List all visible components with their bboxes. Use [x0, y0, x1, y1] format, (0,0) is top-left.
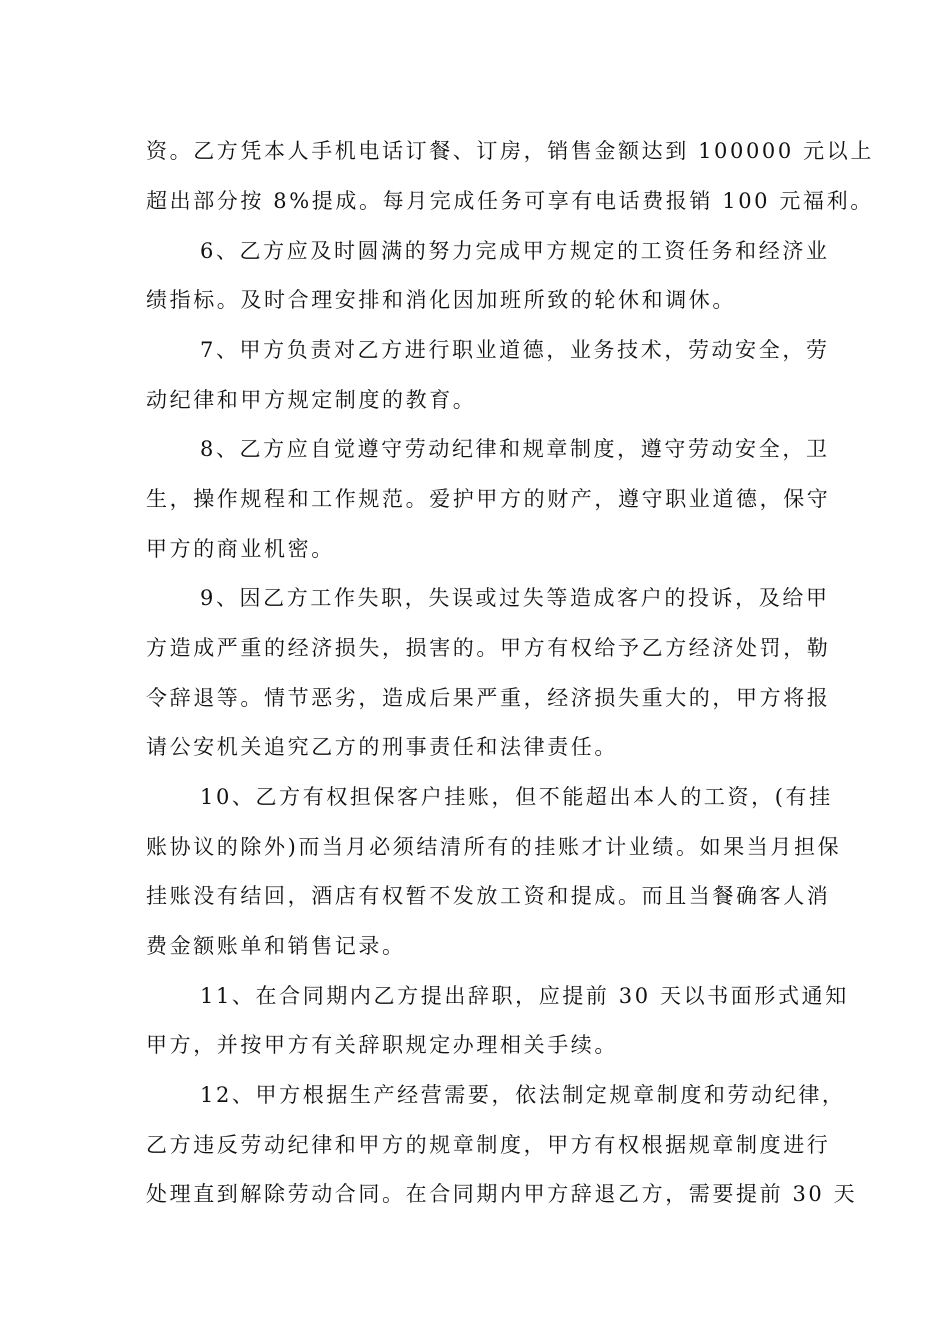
text-line: 资。乙方凭本人手机电话订餐、订房，销售金额达到 100000 元以上: [146, 139, 874, 163]
text-line: 账协议的除外)而当月必须结清所有的挂账才计业绩。如果当月担保: [146, 835, 842, 859]
text-line: 请公安机关追究乙方的刑事责任和法律责任。: [146, 735, 618, 759]
text-line: 乙方违反劳动纪律和甲方的规章制度，甲方有权根据规章制度进行: [146, 1133, 831, 1157]
text-line: 挂账没有结回，酒店有权暂不发放工资和提成。而且当餐确客人消: [146, 884, 831, 908]
text-line: 甲方，并按甲方有关辞职规定办理相关手续。: [146, 1033, 618, 1057]
text-line: 令辞退等。情节恶劣，造成后果严重，经济损失重大的，甲方将报: [146, 686, 831, 710]
paragraph-12-line: 12、甲方根据生产经营需要，依法制定规章制度和劳动纪律，: [200, 1083, 846, 1107]
text-line: 生，操作规程和工作规范。爱护甲方的财产，遵守职业道德，保守: [146, 487, 831, 511]
text-line: 方造成严重的经济损失，损害的。甲方有权给予乙方经济处罚，勒: [146, 636, 831, 660]
paragraph-9-line: 9、因乙方工作失职，失误或过失等造成客户的投诉，及给甲: [200, 586, 830, 610]
text-line: 超出部分按 8%提成。每月完成任务可享有电话费报销 100 元福利。: [146, 189, 874, 213]
text-line: 处理直到解除劳动合同。在合同期内甲方辞退乙方，需要提前 30 天: [146, 1182, 858, 1206]
text-line: 绩指标。及时合理安排和消化因加班所致的轮休和调休。: [146, 288, 736, 312]
paragraph-10-line: 10、乙方有权担保客户挂账，但不能超出本人的工资，(有挂: [200, 785, 833, 809]
paragraph-6-line: 6、乙方应及时圆满的努力完成甲方规定的工资任务和经济业: [200, 239, 830, 263]
paragraph-11-line: 11、在合同期内乙方提出辞职，应提前 30 天以书面形式通知: [200, 984, 849, 1008]
text-line: 费金额账单和销售记录。: [146, 934, 406, 958]
text-line: 动纪律和甲方规定制度的教育。: [146, 388, 477, 412]
paragraph-7-line: 7、甲方负责对乙方进行职业道德，业务技术，劳动安全，劳: [200, 338, 830, 362]
text-line: 甲方的商业机密。: [146, 537, 335, 561]
paragraph-8-line: 8、乙方应自觉遵守劳动纪律和规章制度，遵守劳动安全，卫: [200, 437, 830, 461]
